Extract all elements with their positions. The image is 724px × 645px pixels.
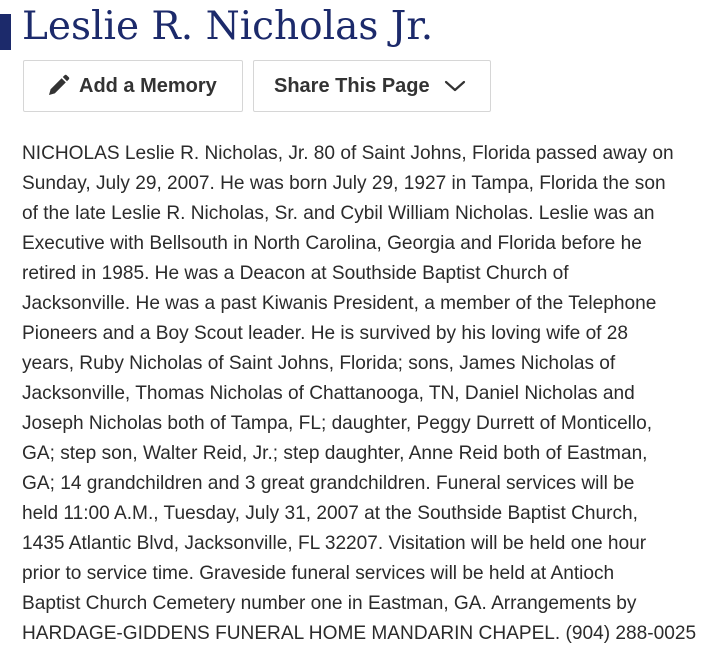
share-page-label: Share This Page xyxy=(274,74,430,97)
pencil-icon xyxy=(46,74,70,98)
chevron-down-icon xyxy=(444,79,466,93)
add-memory-label: Add a Memory xyxy=(79,74,217,97)
title-accent-bar xyxy=(0,14,11,50)
obituary-text: NICHOLAS Leslie R. Nicholas, Jr. 80 of Saint Johns, Florida passed away on Sunday, July 29, 2007. He was born July 29, 1927 in Tampa, Florida the son of the late Leslie R. Nicholas, Sr. and Cybil William Nicholas. Leslie was an Executive with Bellsouth in North Carolina, Georgia and Florida before he retired in 1985. He was a Deacon at Southside Baptist Church of Jacksonville. He was a past Kiwanis President, a member of the Telephone Pioneers and a Boy Scout leader. He is survived by his loving wife of 28 years, Ruby Nicholas of Saint Johns, Florida; sons, James Nicholas of Jacksonville, Thomas Nicholas of Chattanooga, TN, Daniel Nicholas and Joseph Nicholas both of Tampa, FL; daughter, Peggy Durrett of Monticello, GA; step son, Walter Reid, Jr.; step daughter, Anne Reid both of Eastman, GA; 14 grandchildren and 3 great grandchildren. Funeral services will be held 11:00 A.M., Tuesday, July 31, 2007 at the Southside Baptist Church, 1435 Atlantic Blvd, Jacksonville, FL 32207. Visitation will be held one hour prior to service time. Graveside funeral services will be held at Antioch Baptist Church Cemetery number one in Eastman, GA. Arrangements by HARDAGE-GIDDENS FUNERAL HOME MANDARIN CHAPEL. (904) 288-0025 xyxy=(22,143,697,644)
page-title: Leslie R. Nicholas Jr. xyxy=(22,4,434,49)
add-memory-button[interactable] xyxy=(23,60,243,112)
share-page-button[interactable] xyxy=(253,60,491,112)
